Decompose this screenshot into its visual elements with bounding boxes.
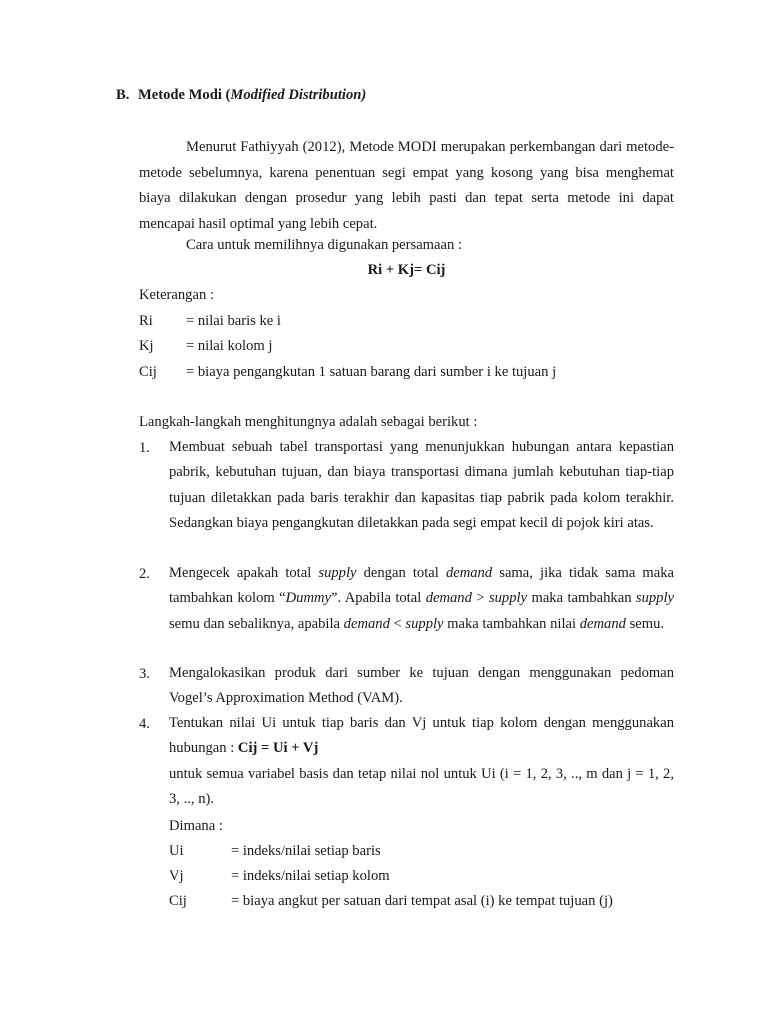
term-supply: supply <box>318 565 357 581</box>
section-heading <box>116 87 366 104</box>
def-value-ri: = nilai baris ke i <box>186 313 281 329</box>
step-1-number: 1. <box>139 440 150 456</box>
section-title-italic: Modified Distribution) <box>230 87 367 103</box>
formula-step-4: Cij = Ui + Vj <box>237 740 319 757</box>
step-3-number: 3. <box>139 666 150 682</box>
section-letter: B. <box>116 87 130 103</box>
formula-main: Ri + Kj= Cij <box>367 262 446 278</box>
def-value-cij: = biaya pengangkutan 1 satuan barang dari sumber i ke tujuan j <box>186 364 557 380</box>
def-value-ui: = indeks/nilai setiap baris <box>231 843 381 859</box>
def-value-kj: = nilai kolom j <box>186 338 273 354</box>
langkah-intro: Langkah-langkah menghitungnya adalah sebagai berikut : <box>139 414 478 430</box>
step-4-number: 4. <box>139 716 150 732</box>
def-term-kj: Kj <box>139 338 154 354</box>
step-2-text: Mengecek apakah total supply dengan total demand sama, jika tidak sama maka tambahkan kolom “Dummy”. Apabila total demand > supply maka tambahkan supply semu dan sebaliknya, apabila demand < supply maka tambahkan nilai demand semu. <box>169 565 675 632</box>
step-3-text: Mengalokasikan produk dari sumber ke tujuan dengan menggunakan pedoman Vogel’s Approximation Method (VAM). <box>169 665 674 707</box>
keterangan-label: Keterangan : <box>139 287 214 303</box>
cara-text: Cara untuk memilihnya digunakan persamaan : <box>186 237 462 253</box>
step-4-text: Tentukan nilai Ui untuk tiap baris dan Vj untuk tiap kolom dengan menggunakan hubungan : Cij = Ui + Vj <box>169 715 674 757</box>
def-term-cij: Cij <box>139 364 157 380</box>
intro-paragraph: Menurut Fathiyyah (2012), Metode MODI merupakan perkembangan dari metode-metode sebelumnya, karena penentuan segi empat yang kosong yang bisa menghemat biaya dilakukan dengan prosedur yang lebih pasti dan tepat serta metode ini dapat mencapai hasil optimal yang lebih cepat. <box>139 139 674 232</box>
def-value-vj: = indeks/nilai setiap kolom <box>231 868 390 884</box>
term-demand: demand <box>445 565 493 581</box>
def-term-vj: Vj <box>169 868 184 884</box>
step-2-number: 2. <box>139 566 150 582</box>
def-value-cij-2: = biaya angkut per satuan dari tempat asal (i) ke tempat tujuan (j) <box>231 893 613 909</box>
section-title: Metode Modi ( <box>138 87 231 103</box>
def-term-ui: Ui <box>169 843 184 859</box>
def-term-ri: Ri <box>139 313 153 329</box>
term-dummy: Dummy <box>285 590 332 607</box>
step-1-text: Membuat sebuah tabel transportasi yang menunjukkan hubungan antara kepastian pabrik, kebutuhan tujuan, dan biaya transportasi dimana jumlah kebutuhan tiap-tiap tujuan diletakkan pada baris terakhir dan kapasitas tiap pabrik pada kolom terakhir. Sedangkan biaya pengangkutan diletakkan pada segi empat kecil di pojok kiri atas. <box>169 439 674 532</box>
def-term-cij-2: Cij <box>169 893 187 909</box>
dimana-label: Dimana : <box>169 818 223 834</box>
step-4-text-b: untuk semua variabel basis dan tetap nilai nol untuk Ui (i = 1, 2, 3, .., m dan j = 1, 2, 3, .., n). <box>169 766 674 808</box>
